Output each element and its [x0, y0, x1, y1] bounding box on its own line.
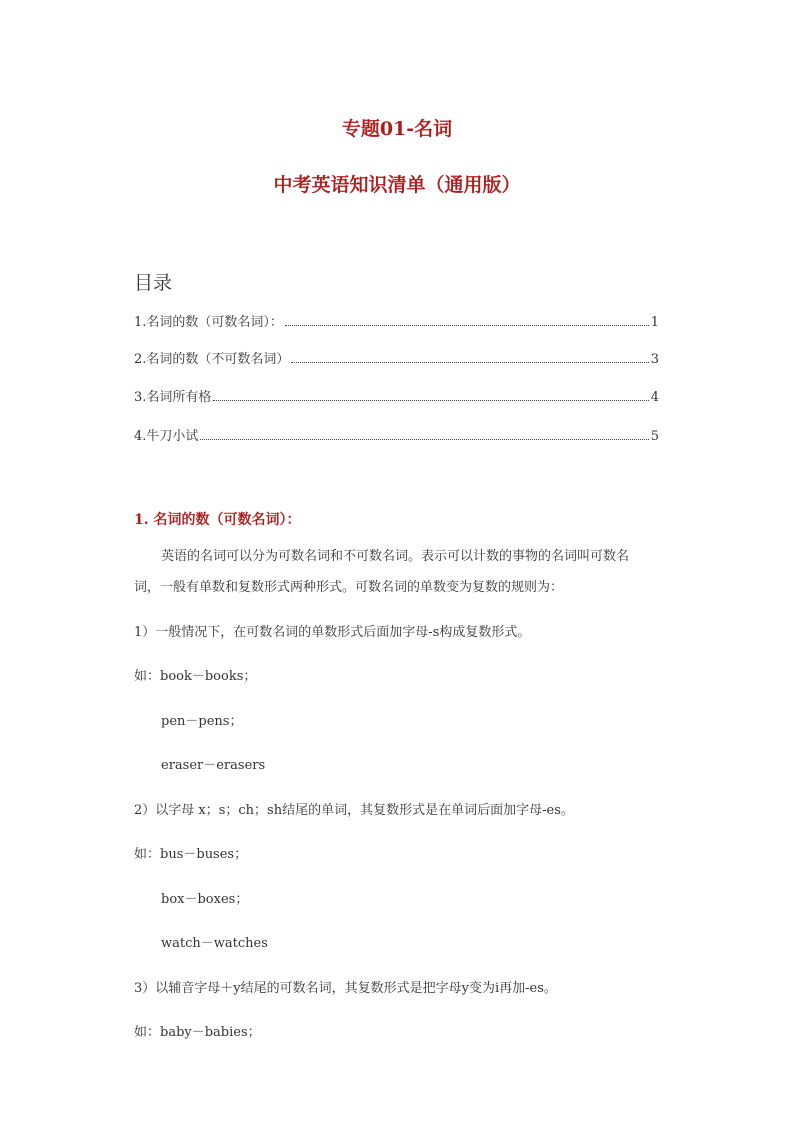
toc-entry-page: 3 [650, 352, 659, 367]
section-heading: 1. 名词的数（可数名词）： [134, 512, 301, 528]
example-line: eraser－erasers [161, 758, 266, 773]
toc-leader [200, 439, 648, 440]
toc-entry-label: 1.名词的数（可数名词）： [134, 315, 283, 330]
rule-text: 2）以字母 x；s；ch；sh结尾的单词，其复数形式是在单词后面加字母-es。 [134, 803, 574, 818]
toc-entry-2[interactable] [134, 347, 659, 367]
example-line: box－boxes； [161, 892, 249, 907]
toc-entry-page: 4 [650, 390, 659, 405]
toc-leader [213, 400, 648, 401]
rule-text: 3）以辅音字母＋y结尾的可数名词，其复数形式是把字母y变为i再加-es。 [134, 981, 557, 996]
document-title: 专题01-名词 [341, 118, 453, 140]
toc-entry-page: 5 [650, 429, 659, 444]
rule-text: 1）一般情况下，在可数名词的单数形式后面加字母-s构成复数形式。 [134, 625, 531, 640]
example-line: 如：baby－babies； [134, 1025, 261, 1040]
toc-entry-4[interactable] [134, 424, 659, 444]
toc-leader [285, 325, 649, 326]
toc-entry-label: 2.名词的数（不可数名词） [134, 352, 290, 367]
toc-heading: 目录 [134, 272, 173, 294]
paragraph-line: 英语的名词可以分为可数名词和不可数名词。表示可以计数的事物的名词叫可数名 [161, 549, 630, 564]
document-subtitle: 中考英语知识清单（通用版） [273, 174, 521, 196]
toc-entry-page: 1 [650, 315, 659, 330]
example-line: watch－watches [161, 936, 268, 951]
paragraph-line: 词，一般有单数和复数形式两种形式。可数名词的单数变为复数的规则为： [134, 580, 564, 595]
toc-entry-3[interactable] [134, 385, 659, 405]
toc-entry-label: 4.牛刀小试 [134, 429, 199, 444]
example-line: pen－pens； [161, 714, 243, 729]
toc-entry-label: 3.名词所有格 [134, 390, 212, 405]
toc-leader [291, 362, 648, 363]
example-line: 如：book－books； [134, 669, 257, 684]
toc-entry-1[interactable] [134, 310, 659, 330]
example-line: 如：bus－buses； [134, 847, 248, 862]
